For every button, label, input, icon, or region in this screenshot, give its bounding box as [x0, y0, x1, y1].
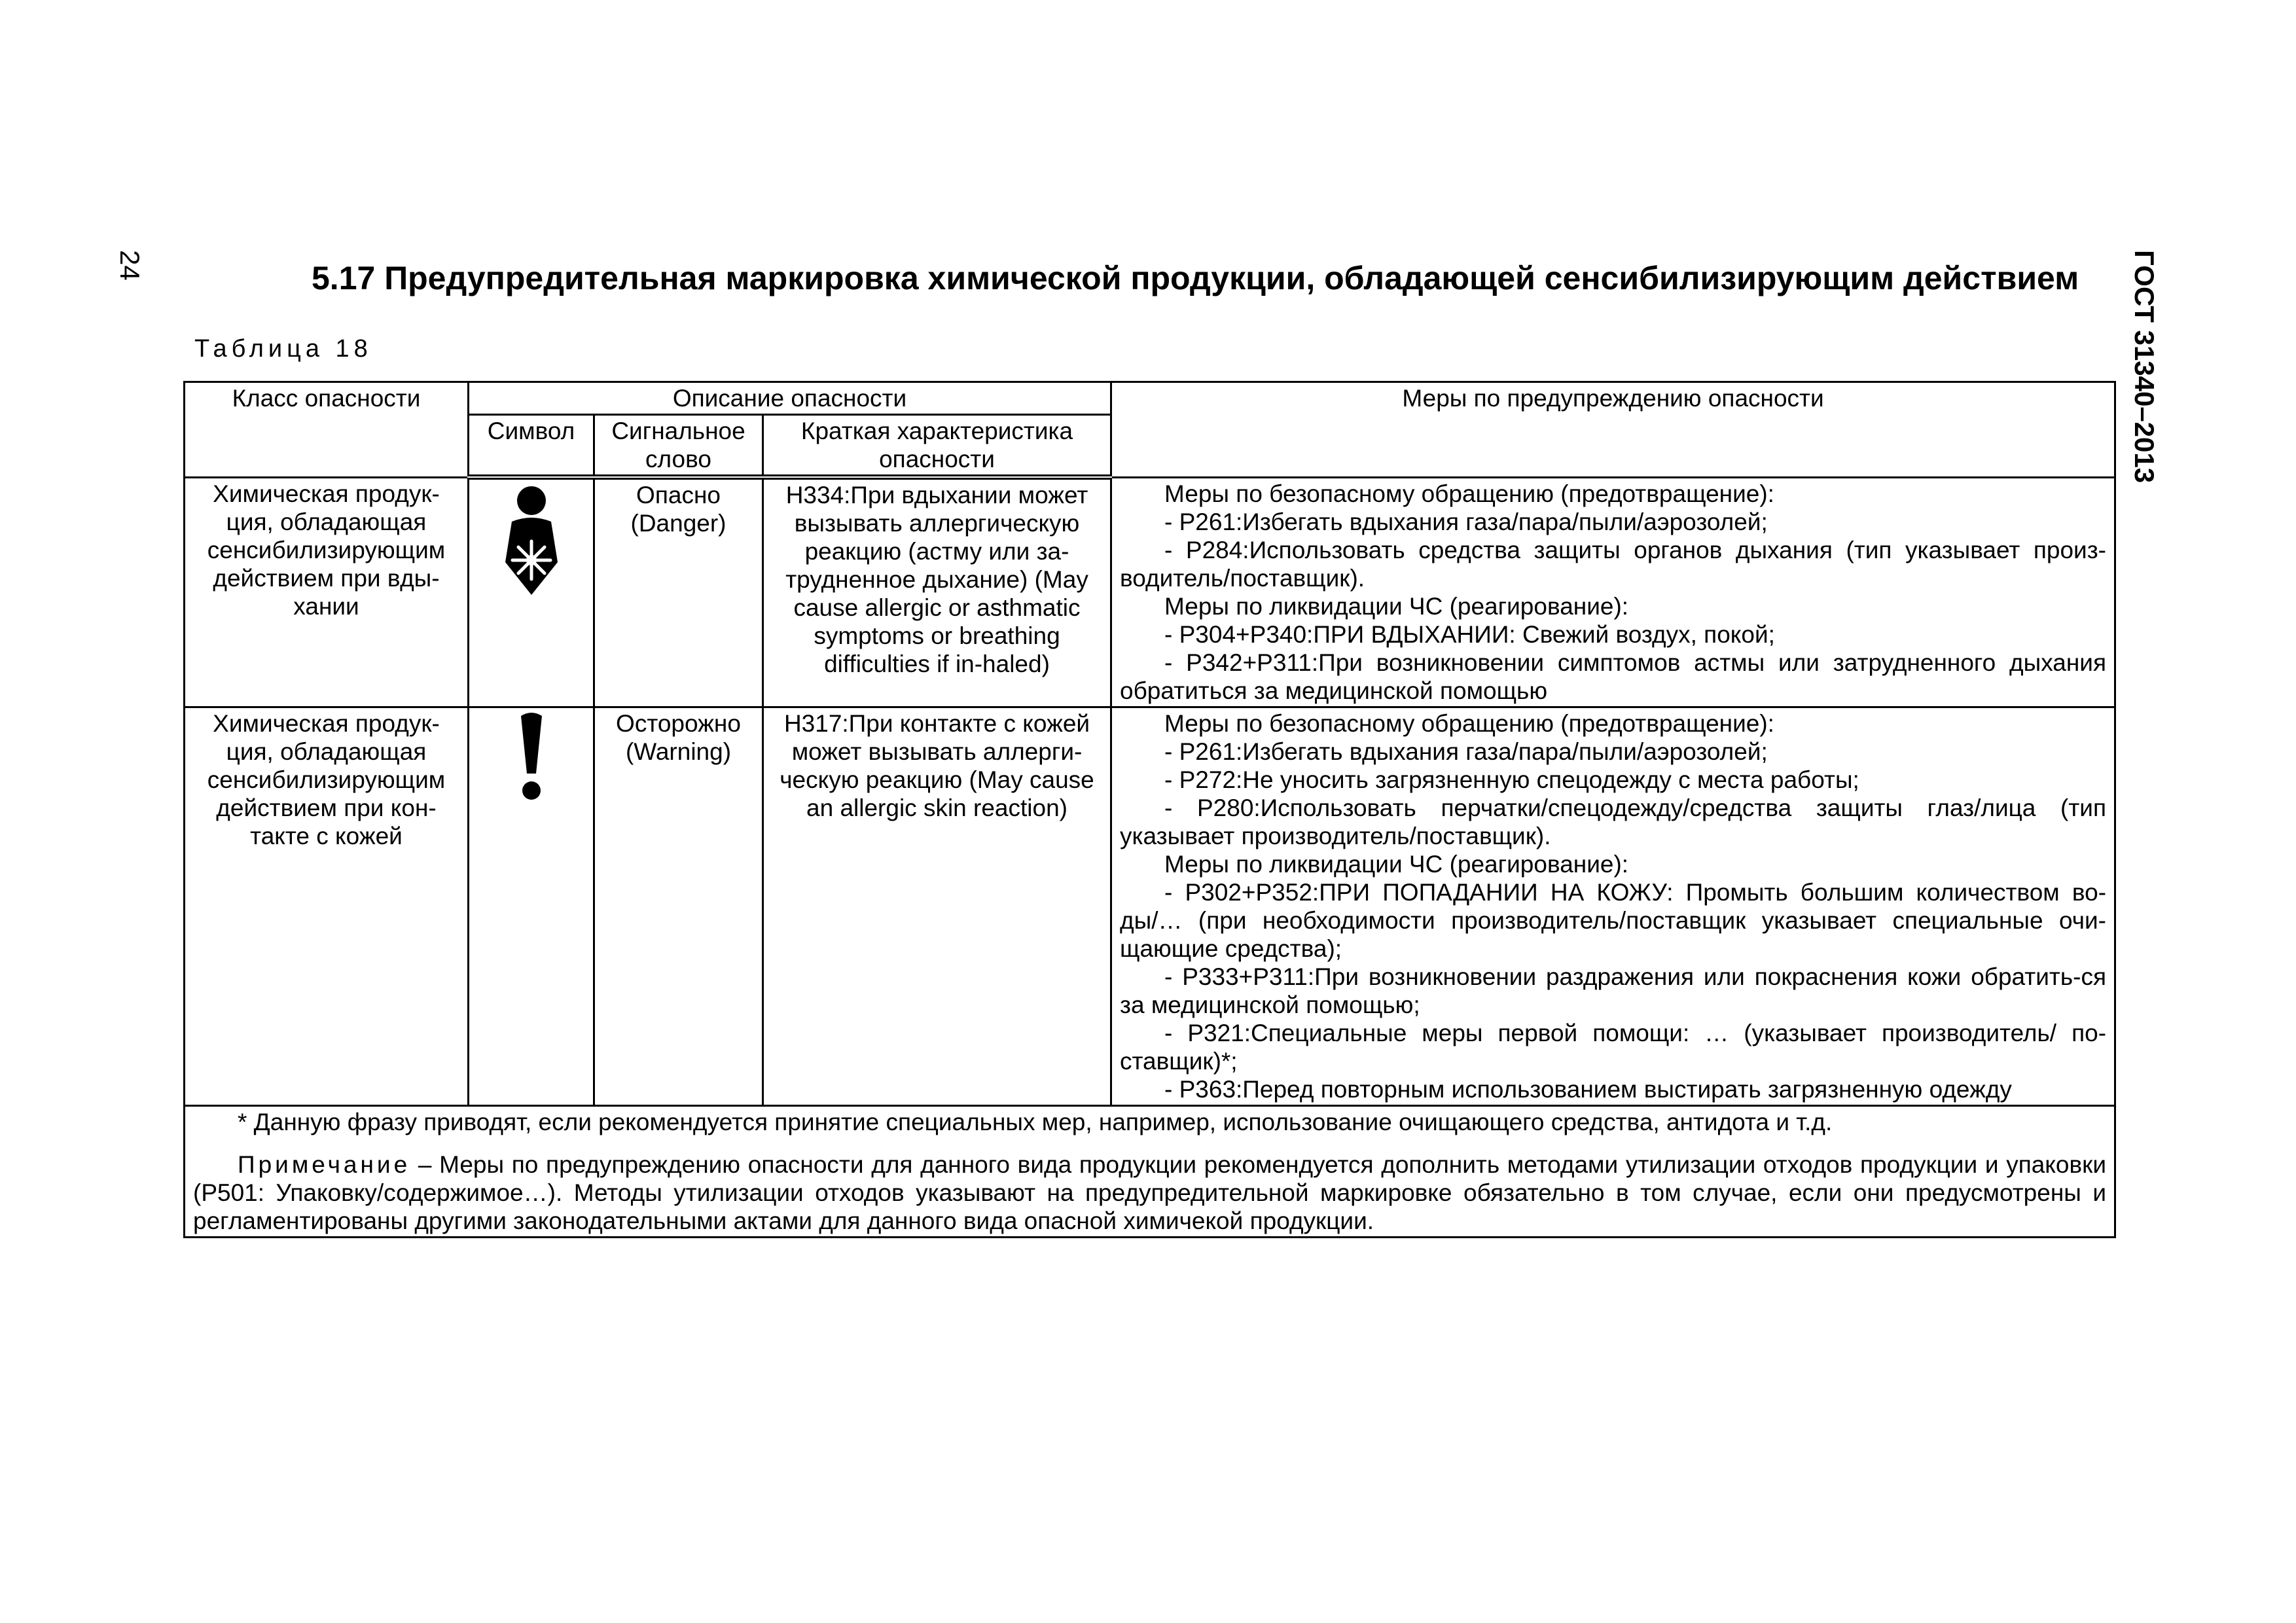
table-header-row	[185, 382, 2115, 415]
measures-heading: Меры по безопасному обращению (предотвращение):	[1164, 709, 1774, 737]
measure-item: - P342+P311:При возникновении симптомов астмы или затрудненного дыхания обратиться за медицинской помощью	[1120, 649, 2107, 704]
measure-item: - P284:Использовать средства защиты органов дыхания (тип указывает произ-водитель/поставщик).	[1120, 536, 2107, 592]
measure-item: - P333+P311:При возникновении раздражения или покраснения кожи обратить-ся за медицинской помощью;	[1120, 963, 2107, 1018]
note	[193, 1150, 2106, 1235]
measures-heading: Меры по ликвидации ЧС (реагирование):	[1164, 592, 1629, 620]
symbol-cell	[469, 477, 594, 707]
page-number: 24	[115, 250, 145, 281]
signal-word-cell: Осторожно (Warning)	[594, 707, 763, 1105]
header-hazard-description: Описание опасности	[469, 382, 1111, 415]
hazard-class-cell: Химическая продук-ция, обладающая сенсибилизирующим действием при вды-хании	[185, 477, 469, 707]
measures-cell	[1111, 477, 2115, 707]
header-signal-word: Сигнальное слово	[594, 415, 763, 478]
measure-item: - P363:Перед повторным использованием выстирать загрязненную одежду	[1164, 1075, 2012, 1103]
symbol-cell	[469, 707, 594, 1105]
brief-cell: H334:При вдыхании может вызывать аллергическую реакцию (астму или за-трудненное дыхание) (May cause allergic or asthmatic symptoms or breathing difficulties if in-haled)	[763, 477, 1111, 707]
header-brief: Краткая характеристика опасности	[763, 415, 1111, 478]
measures-heading: Меры по ликвидации ЧС (реагирование):	[1164, 850, 1629, 878]
measures-cell	[1111, 707, 2115, 1105]
note-text: – Меры по предупреждению опасности для данного вида продукции рекомендуется дополнить методами утилизации отходов продукции и упаковки (P501: Упаковку/содержимое…). Методы утилизации отходов указывают на предупредительной маркировке обязательно в том случае, если они предусмотрены и регламентированы другими законодательными актами для данного вида опасной химичекой продукции.	[193, 1150, 2107, 1234]
header-symbol: Символ	[469, 415, 594, 478]
exclamation-mark-icon	[514, 779, 548, 806]
measure-item: - P261:Избегать вдыхания газа/пара/пыли/аэрозолей;	[1164, 508, 1768, 535]
health-hazard-icon	[501, 577, 562, 604]
note-label: Примечание	[238, 1150, 411, 1178]
hazard-table	[183, 381, 2116, 1238]
measure-item: - P280:Использовать перчатки/спецодежду/средства защиты глаз/лица (тип указывает производитель/поставщик).	[1120, 794, 2107, 849]
measure-item: - P304+P340:ПРИ ВДЫХАНИИ: Свежий воздух, покой;	[1164, 620, 1775, 648]
section-title: 5.17 Предупредительная маркировка химической продукции, обладающей сенсибилизирующим действием	[312, 260, 2079, 296]
table-row	[185, 707, 2115, 1105]
measure-item: - P321:Специальные меры первой помощи: … (указывает производитель/ по-ставщик)*;	[1120, 1019, 2107, 1075]
hazard-class-cell: Химическая продук-ция, обладающая сенсибилизирующим действием при кон-такте с кожей	[185, 707, 469, 1105]
brief-cell: H317:При контакте с кожей может вызывать аллерги-ческую реакцию (May cause an allergic skin reaction)	[763, 707, 1111, 1105]
table-footer	[185, 1105, 2115, 1237]
header-hazard-class: Класс опасности	[185, 382, 469, 478]
header-measures: Меры по предупреждению опасности	[1111, 382, 2115, 478]
measure-item: - P272:Не уносить загрязненную спецодежду с места работы;	[1164, 766, 1859, 793]
table-row	[185, 477, 2115, 707]
signal-word-cell: Опасно (Danger)	[594, 477, 763, 707]
standard-label: ГОСТ 31340–2013	[2129, 250, 2160, 484]
measures-heading: Меры по безопасному обращению (предотвращение):	[1164, 480, 1774, 507]
table-footer-row	[185, 1105, 2115, 1237]
footnote: * Данную фразу приводят, если рекомендуется принятие специальных мер, например, использование очищающего средства, антидота и т.д.	[238, 1108, 1833, 1135]
measure-item: - P261:Избегать вдыхания газа/пара/пыли/аэрозолей;	[1164, 738, 1768, 765]
measure-item: - P302+P352:ПРИ ПОПАДАНИИ НА КОЖУ: Промыть большим количеством во-ды/… (при необходимости производитель/поставщик указывает специальные очи-щающие средства);	[1120, 878, 2107, 962]
table-caption: Таблица 18	[194, 335, 372, 363]
